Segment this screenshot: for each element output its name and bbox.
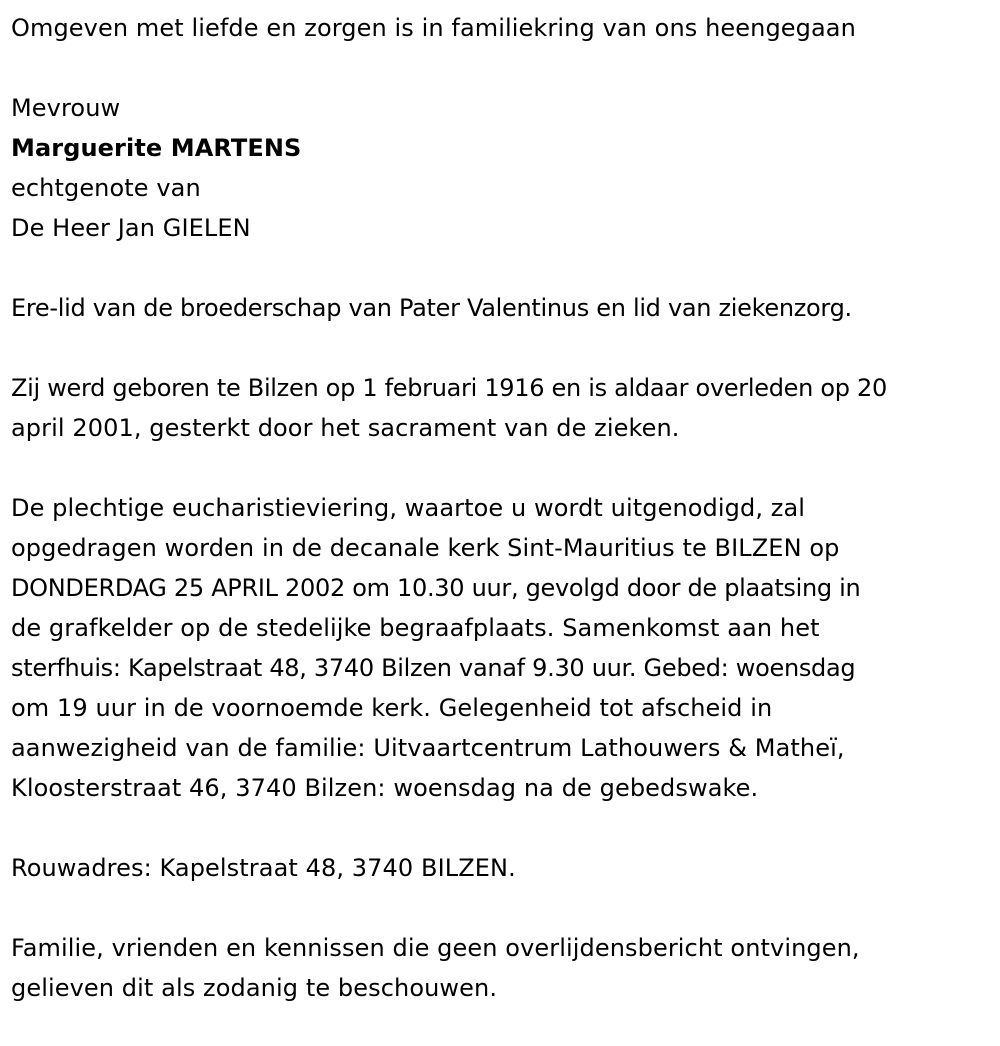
mourning-address: Rouwadres: Kapelstraat 48, 3740 BILZEN. — [11, 854, 516, 882]
deceased-name: Marguerite MARTENS — [11, 134, 302, 162]
spacer — [11, 248, 989, 288]
paragraph-line: Zij werd geboren te Bilzen op 1 februari 1916 en is aldaar overleden op 20 — [11, 374, 887, 402]
relation-text: echtgenote van — [11, 174, 201, 202]
paragraph-line: Familie, vrienden en kennissen die geen overlijdensbericht ontvingen, — [11, 934, 860, 962]
spouse-name: De Heer Jan GIELEN — [11, 214, 251, 242]
paragraph-line: april 2001, gesterkt door het sacrament van de zieken. — [11, 414, 680, 442]
spacer — [11, 808, 989, 848]
paragraph-line: Kloosterstraat 46, 3740 Bilzen: woensdag na de gebedswake. — [11, 774, 759, 802]
paragraph-line: gelieven dit als zodanig te beschouwen. — [11, 974, 498, 1002]
paragraph-line: De plechtige eucharistieviering, waartoe u wordt uitgenodigd, zal — [11, 494, 806, 522]
paragraph-line: opgedragen worden in de decanale kerk Sint-Mauritius te BILZEN op — [11, 534, 840, 562]
spacer — [11, 448, 989, 488]
paragraph-line: DONDERDAG 25 APRIL 2002 om 10.30 uur, gevolgd door de plaatsing in — [11, 574, 861, 602]
paragraph-line: om 19 uur in de voornoemde kerk. Gelegenheid tot afscheid in — [11, 694, 773, 722]
birth-death-paragraph — [11, 368, 989, 448]
spacer — [11, 888, 989, 928]
paragraph-line: aanwezigheid van de familie: Uitvaartcentrum Lathouwers & Matheï, — [11, 734, 845, 762]
spacer — [11, 328, 989, 368]
paragraph-line: de grafkelder op de stedelijke begraafplaats. Samenkomst aan het — [11, 614, 820, 642]
ceremony-paragraph — [11, 488, 989, 808]
closing-paragraph — [11, 928, 989, 1008]
honorific: Mevrouw — [11, 94, 121, 122]
spacer — [11, 48, 989, 88]
paragraph-line: sterfhuis: Kapelstraat 48, 3740 Bilzen vanaf 9.30 uur. Gebed: woensdag — [11, 654, 856, 682]
membership-text: Ere-lid van de broederschap van Pater Valentinus en lid van ziekenzorg. — [11, 294, 852, 322]
intro-text: Omgeven met liefde en zorgen is in familiekring van ons heengegaan — [11, 14, 856, 42]
